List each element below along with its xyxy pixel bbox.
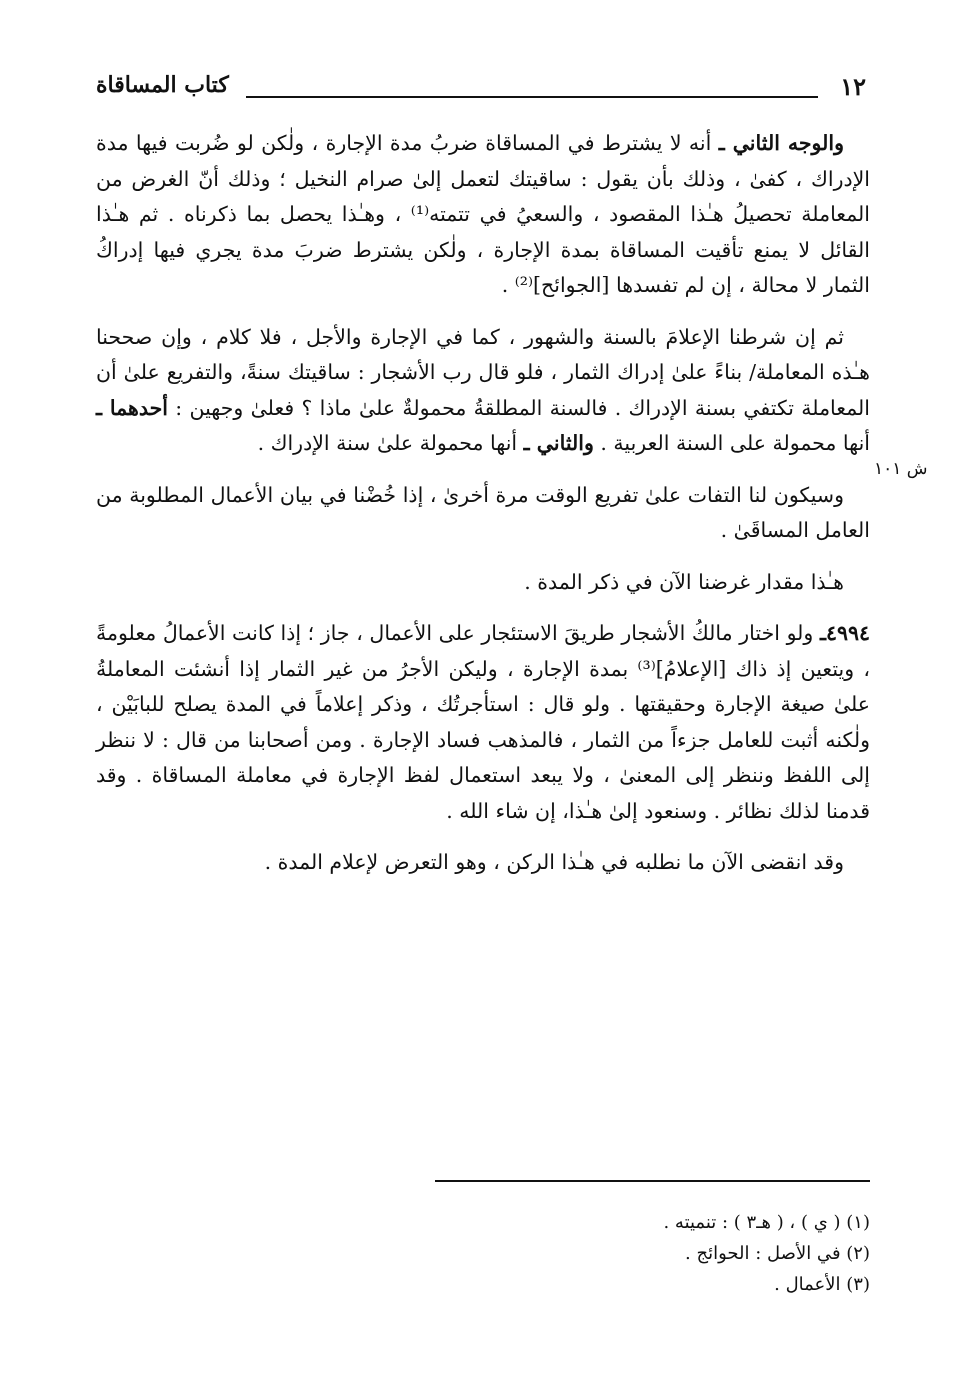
- paragraph-3: [96, 478, 870, 549]
- paragraph-5-lead: ٤٩٩٤ـ: [819, 621, 870, 645]
- paragraph-2-text: ثم إن شرطنا الإعلامَ بالسنة والشهور ، كما في الإجارة والأجل ، فلا كلام ، وإن صححنا هـٰذه المعاملة/ بناءً علىٰ إدراك الثمار ، فلو قال رب الأشجار : ساقيتك سنةً، والتفريع علىٰ أن المعاملة تكتفي بسنة الإدراك . فالسنة المطلقةُ محمولةٌ علىٰ ماذا ؟ فعلىٰ وجهين :: [96, 324, 870, 420]
- header-rule: [246, 96, 818, 98]
- main-text: [96, 126, 870, 897]
- page-number: ١٢: [840, 72, 866, 101]
- paragraph-1-text: أنه لا يشترط في المساقاة ضربُ مدة الإجارة ، ولٰكن لو ضُربت فيها مدة الإدراك ، كفىٰ ، وذلك بأن يقول : ساقيتك لتعمل إلىٰ صرام النخيل ؛ وذلك أنّ الغرض من المعاملة تحصيلُ هـٰذا المقصود ، والسعيُ في تتمته⁽¹⁾ ، وهـٰذا يحصل بما ذكرناه . ثم هـٰذا القائل لا يمنع تأقيت المساقاة بمدة الإجارة ، ولٰكن يشترط ضربَ مدة يجري فيها إدراكُ الثمار لا محالة ، إن لم تفسدها [الجوائح]⁽²⁾ .: [96, 131, 870, 297]
- margin-reference: ش ١٠١: [874, 459, 928, 479]
- paragraph-2-bold-1: أحدهما ـ: [96, 395, 168, 420]
- paragraph-1: [96, 126, 870, 304]
- paragraph-3-text: وسيكون لنا التفات علىٰ تفريع الوقت مرة أخرىٰ ، إذا خُضْنا في بيان الأعمال المطلوبة من العامل المساقَىٰ .: [96, 482, 870, 542]
- page-header: [96, 66, 870, 106]
- paragraph-6-text: وقد انقضى الآن ما نطلبه في هـٰذا الركن ، وهو التعرض لإعلام المدة .: [264, 850, 844, 874]
- paragraph-5: [96, 616, 870, 829]
- paragraph-2-text-3: أنها محمولة علىٰ سنة الإدراك .: [257, 431, 524, 455]
- footnote-3: (٣) الأعمال .: [774, 1274, 870, 1295]
- footnote-1: (١) ( ي ) ، ( هـ٣ ) : تنميته .: [663, 1212, 870, 1233]
- footnote-rule: [435, 1180, 870, 1182]
- book-title: كتاب المساقاة: [96, 72, 229, 98]
- paragraph-1-lead: والوجه الثاني ـ: [718, 131, 844, 155]
- footnote-2: (٢) في الأصل : الحوائج .: [685, 1243, 870, 1264]
- paragraph-4: [96, 565, 870, 601]
- footnotes: [400, 1207, 870, 1300]
- paragraph-5-text: ولو اختار مالكُ الأشجار طريقَ الاستئجار على الأعمال ، جاز ؛ إذا كانت الأعمالُ معلومةً ، ويتعين إذ ذاك [الإعلامُ]⁽³⁾ بمدة الإجارة ، وليكن الأجرُ من غير الثمار إذا أنشئت المعاملةُ علىٰ صيغة الإجارة وحقيقتها . ولو قال : استأجرتُك ، وذكر إعلاماً في المدة يصلح للبابَيْن ، ولٰكنه أثبت للعامل جزءاً من الثمار ، فالمذهب فساد الإجارة . ومن أصحابنا من قال : لا ننظر إلى اللفظ وننظر إلى المعنىٰ ، ولا يبعد استعمال لفظ الإجارة في معاملة المساقاة . وقد قدمنا لذلك نظائر . وسنعود إلىٰ هـٰذا، إن شاء الله .: [96, 621, 870, 823]
- paragraph-4-text: هـٰذا مقدار غرضنا الآن في ذكر المدة .: [524, 569, 844, 594]
- paragraph-2: [96, 320, 870, 462]
- paragraph-2-text-2: أنها محمولة على السنة العربية .: [593, 431, 870, 455]
- paragraph-2-bold-2: والثاني ـ: [523, 431, 594, 455]
- paragraph-6: [96, 845, 870, 881]
